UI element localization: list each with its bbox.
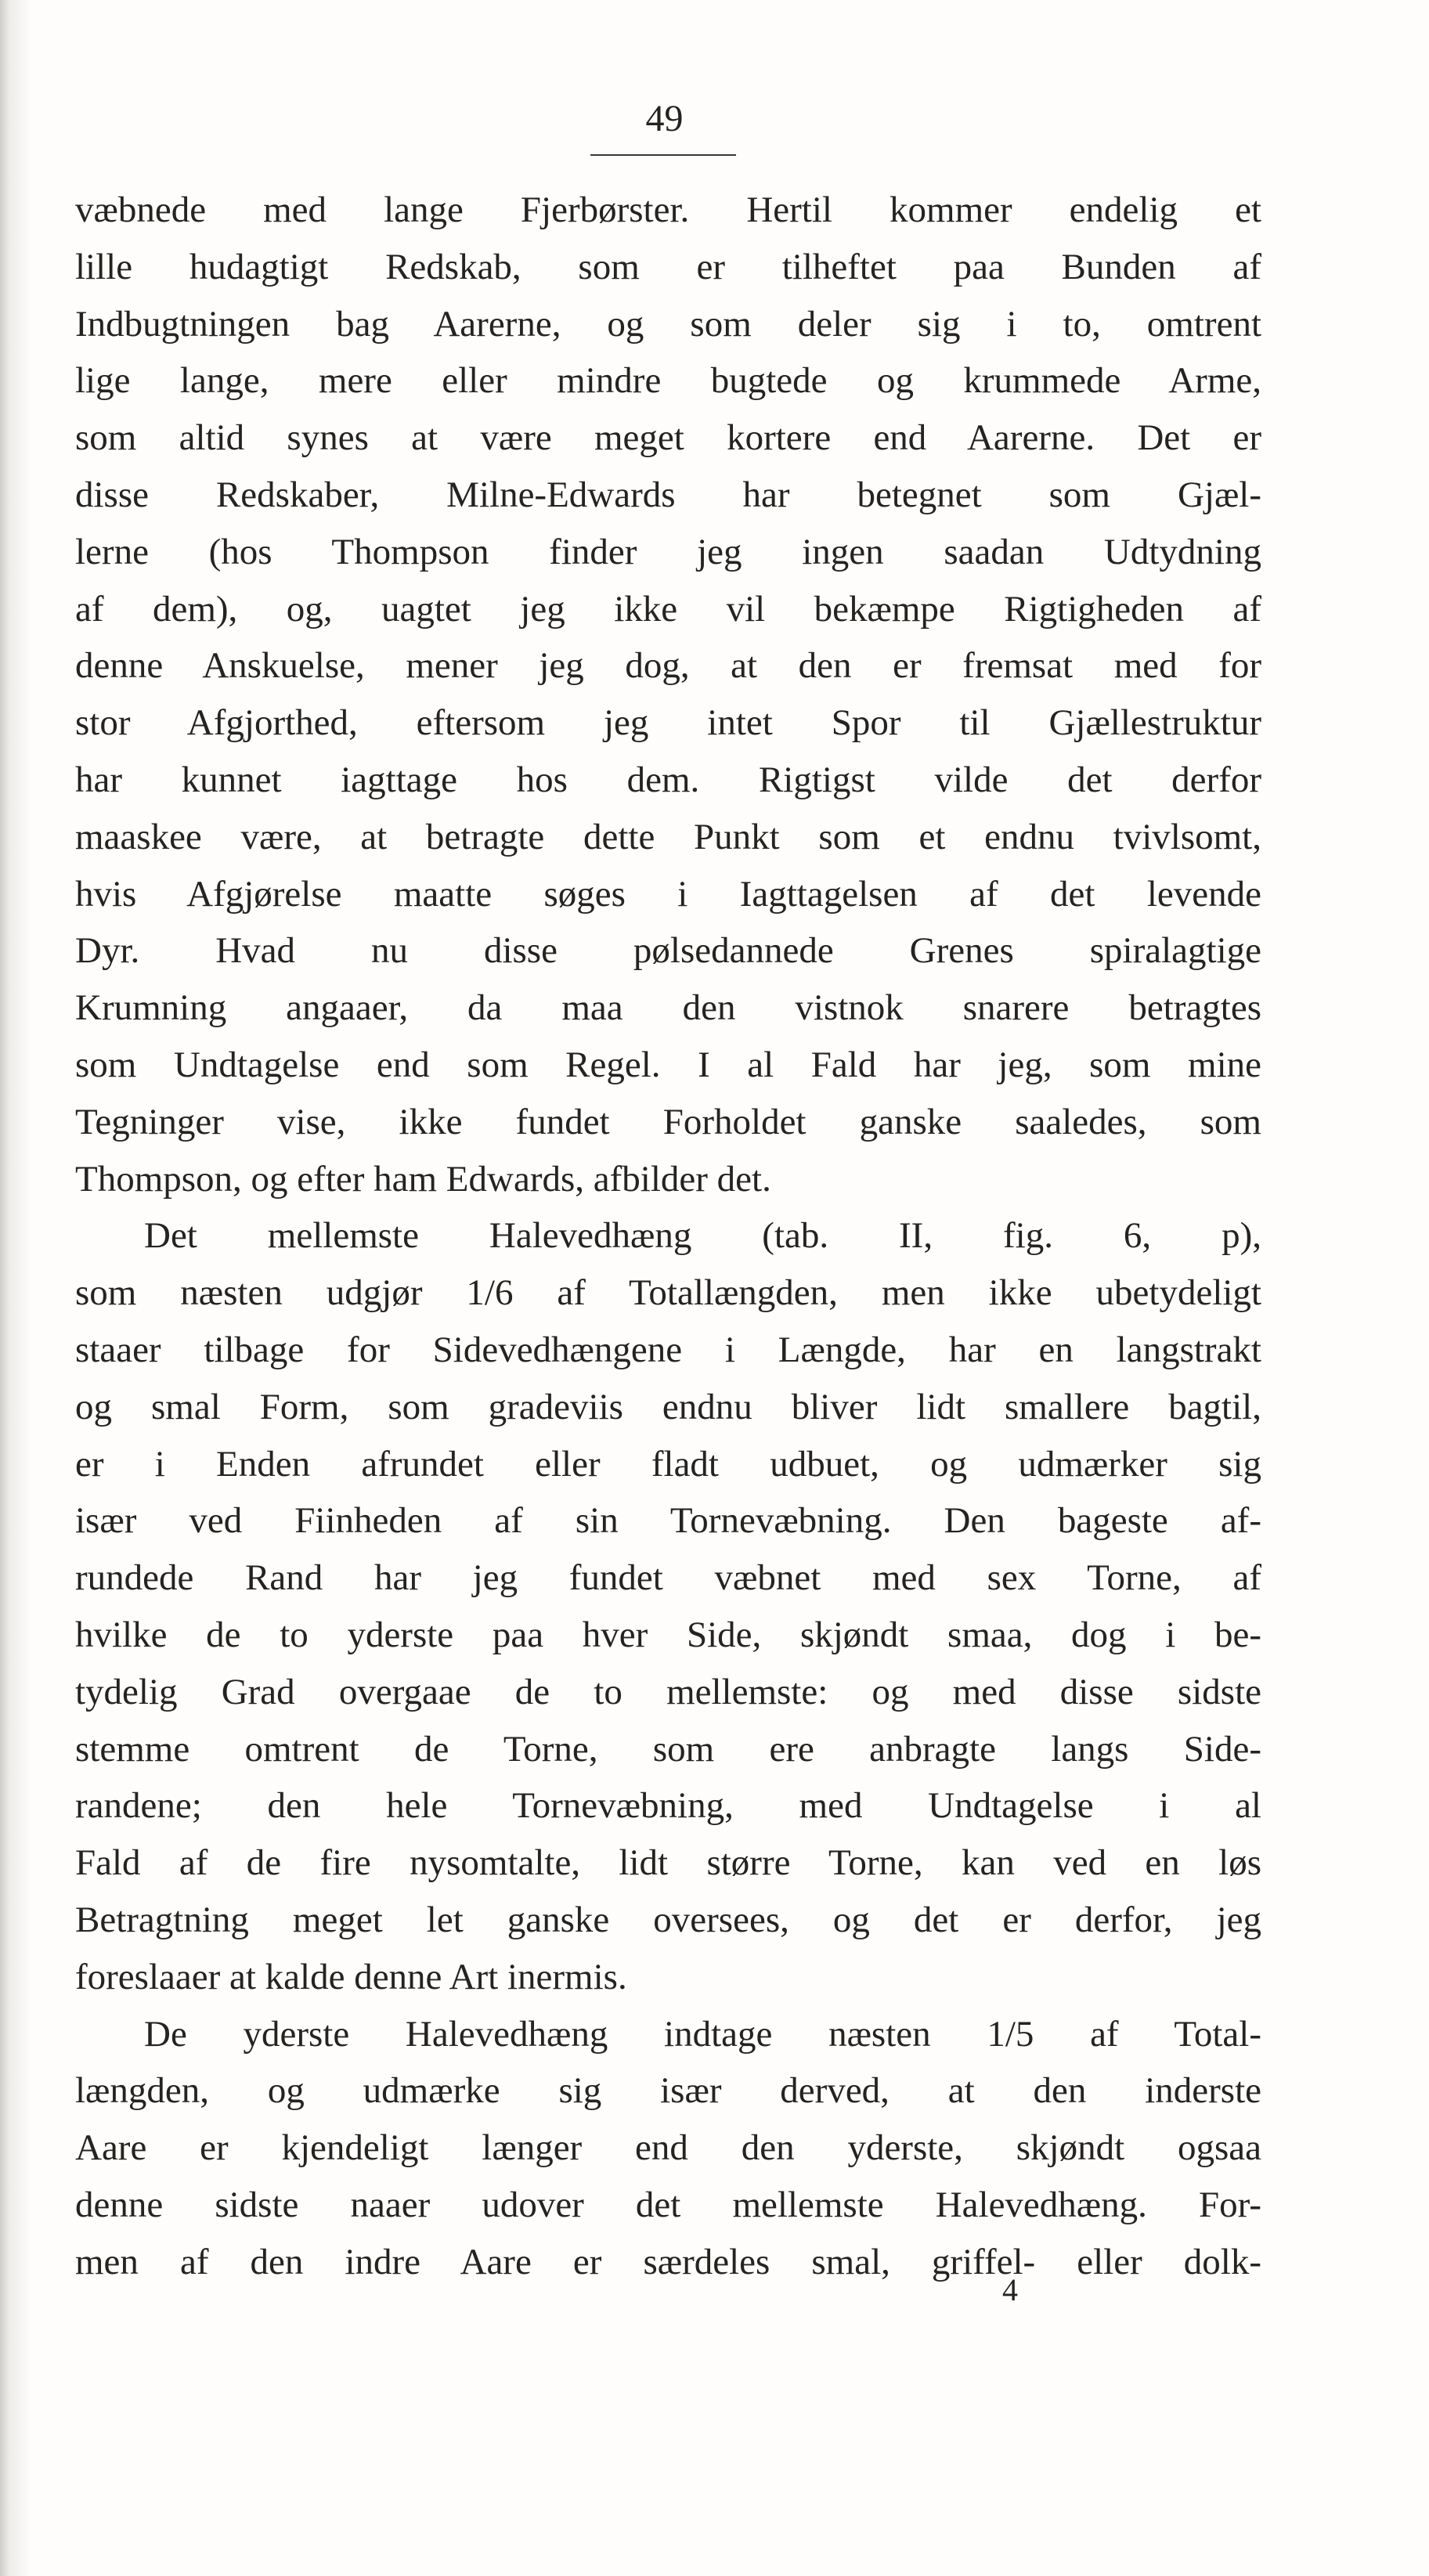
text-line: disse Redskaber, Milne-Edwards har betegnet som Gjæl-: [75, 474, 1261, 515]
text-line: har kunnet iagttage hos dem. Rigtigst vilde det derfor: [75, 759, 1261, 800]
text-line: randene; den hele Tornevæbning, med Undtagelse i al: [75, 1785, 1261, 1827]
text-line: denne sidste naaer udover det mellemste Halevedhæng. For-: [75, 2184, 1261, 2225]
text-line: Thompson, og efter ham Edwards, afbilder det.: [75, 1158, 771, 1200]
text-line: Indbugtningen bag Aarerne, og som deler sig i to, omtrent: [75, 303, 1261, 345]
text-line: hvilke de to yderste paa hver Side, skjøndt smaa, dog i be-: [75, 1614, 1261, 1655]
text-line: væbnede med lange Fjerbørster. Hertil kommer endelig et: [75, 189, 1261, 230]
text-line: foreslaaer at kalde denne Art inermis.: [75, 1956, 627, 1997]
text-line: denne Anskuelse, mener jeg dog, at den er fremsat med for: [75, 645, 1261, 687]
text-line: De yderste Halevedhæng indtage næsten 1/5 af Total-: [144, 2013, 1261, 2055]
text-line: som altid synes at være meget kortere end Aarerne. Det er: [75, 417, 1261, 459]
text-line: af dem), og, uagtet jeg ikke vil bekæmpe Rigtigheden af: [75, 588, 1261, 630]
text-line: lerne (hos Thompson finder jeg ingen saadan Udtydning: [75, 531, 1261, 572]
text-line: som Undtagelse end som Regel. I al Fald har jeg, som mine: [75, 1044, 1261, 1085]
text-line: Dyr. Hvad nu disse pølsedannede Grenes spiralagtige: [75, 930, 1261, 972]
text-line: Tegninger vise, ikke fundet Forholdet ganske saaledes, som: [75, 1101, 1261, 1142]
text-line: men af den indre Aare er særdeles smal, griffel- eller dolk-: [75, 2241, 1261, 2282]
body-text: [75, 182, 1261, 2290]
text-line: og smal Form, som gradeviis endnu bliver lidt smallere bagtil,: [75, 1386, 1261, 1427]
text-line: stemme omtrent de Torne, som ere anbragte langs Side-: [75, 1728, 1261, 1770]
text-line: rundede Rand har jeg fundet væbnet med sex Torne, af: [75, 1557, 1261, 1599]
text-line: lige lange, mere eller mindre bugtede og krummede Arme,: [75, 360, 1261, 402]
text-line: staaer tilbage for Sidevedhængene i Længde, har en langstrakt: [75, 1329, 1261, 1370]
text-line: hvis Afgjørelse maatte søges i Iagttagelsen af det levende: [75, 873, 1261, 915]
text-line: Aare er kjendeligt længer end den yderste, skjøndt ogsaa: [75, 2127, 1261, 2169]
signature-mark: 4: [1002, 2272, 1018, 2307]
text-line: lille hudagtigt Redskab, som er tilheftet paa Bunden af: [75, 246, 1261, 287]
text-line: tydelig Grad overgaae de to mellemste: og med disse sidste: [75, 1671, 1261, 1712]
text-line: Betragtning meget let ganske oversees, og det er derfor, jeg: [75, 1899, 1261, 1940]
text-line: Fald af de fire nysomtalte, lidt større Torne, kan ved en løs: [75, 1842, 1261, 1884]
page-number: 49: [645, 98, 684, 139]
text-line: maaskee være, at betragte dette Punkt som et endnu tvivlsomt,: [75, 816, 1261, 857]
text-line: som næsten udgjør 1/6 af Totallængden, men ikke ubetydeligt: [75, 1272, 1261, 1314]
page-number-rule: [590, 154, 736, 156]
text-line: stor Afgjorthed, eftersom jeg intet Spor til Gjællestruktur: [75, 702, 1261, 744]
text-line: Det mellemste Halevedhæng (tab. II, fig. 6, p),: [144, 1215, 1261, 1257]
text-line: især ved Fiinheden af sin Tornevæbning. Den bageste af-: [75, 1500, 1261, 1542]
text-line: er i Enden afrundet eller fladt udbuet, og udmærker sig: [75, 1443, 1261, 1485]
text-line: længden, og udmærke sig især derved, at den inderste: [75, 2070, 1261, 2112]
text-line: Krumning angaaer, da maa den vistnok snarere betragtes: [75, 987, 1261, 1029]
